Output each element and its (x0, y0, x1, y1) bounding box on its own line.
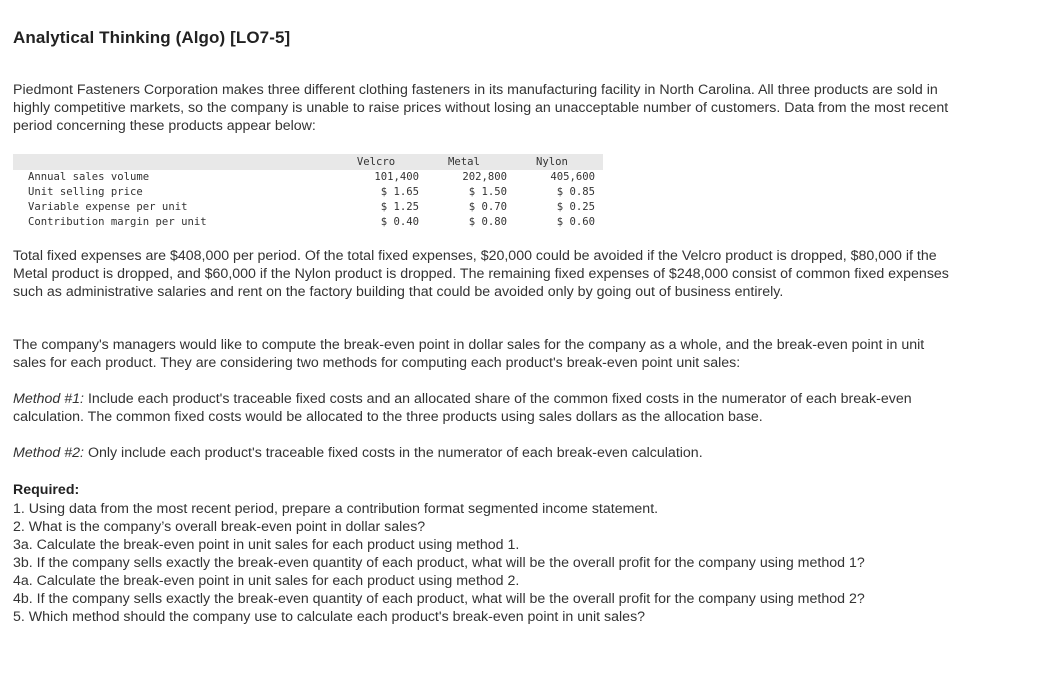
table-cell: $ 1.65 (380, 186, 419, 198)
intro-paragraph: Piedmont Fasteners Corporation makes three different clothing fasteners in its manufacturing facility in North Carolina. All three products are sold in highly competitive markets, so the company is unable to raise prices without losing an unacceptable number of customers. Data from the most recent period concerning these products appear below: (13, 82, 949, 134)
column-header-nylon: Nylon (509, 154, 603, 170)
table-cell: $ 1.25 (380, 201, 419, 213)
column-header-metal: Metal (421, 154, 509, 170)
method-1-paragraph (13, 390, 958, 426)
list-item: 3b. If the company sells exactly the break-even quantity of each product, what will be the overall profit for the company using method 1? (13, 555, 865, 571)
table-cell: $ 1.50 (468, 186, 507, 198)
sales-volume-velcro: 101,400 (374, 171, 419, 183)
required-list (13, 500, 958, 626)
table-cell: $ 0.80 (468, 216, 507, 228)
method-2-text: Only include each product's traceable fixed costs in the numerator of each break-even calculation. (84, 445, 703, 461)
managers-paragraph: The company's managers would like to compute the break-even point in dollar sales for the company as a whole, and the break-even point in unit sales for each product. They are considering two methods for computing each product's break-even point unit sales: (13, 337, 925, 371)
table-cell: $ 0.70 (468, 201, 507, 213)
table-cell: $ 0.85 (556, 186, 595, 198)
table-row (13, 170, 603, 185)
table-cell: $ 0.25 (556, 201, 595, 213)
method-1-label: Method #1: (13, 391, 84, 407)
list-item: 4b. If the company sells exactly the break-even quantity of each product, what will be the overall profit for the company using method 2? (13, 591, 865, 607)
table-row (13, 200, 603, 215)
method-2-paragraph (13, 444, 958, 462)
row-label: Variable expense per unit (28, 201, 188, 213)
table-cell: $ 0.60 (556, 216, 595, 228)
table-header-row (13, 154, 603, 170)
table-row (13, 215, 603, 230)
list-item: 4a. Calculate the break-even point in unit sales for each product using method 2. (13, 573, 520, 589)
sales-volume-nylon: 405,600 (550, 171, 595, 183)
required-heading: Required: (13, 482, 80, 498)
method-2-label: Method #2: (13, 445, 84, 461)
page-title: Analytical Thinking (Algo) [LO7-5] (13, 28, 291, 47)
method-1-text: Include each product's traceable fixed costs and an allocated share of the common fixed costs in the numerator of each break-even calculation. The common fixed costs would be allocated to the three products using sales dollars as the allocation base. (13, 391, 912, 425)
table-header-blank (13, 154, 333, 170)
row-label: Annual sales volume (28, 171, 150, 183)
row-label: Contribution margin per unit (28, 216, 207, 228)
table-cell: $ 0.40 (380, 216, 419, 228)
column-header-velcro: Velcro (333, 154, 421, 170)
fixed-expenses-paragraph: Total fixed expenses are $408,000 per period. Of the total fixed expenses, $20,000 could be avoided if the Velcro product is dropped, $80,000 if the Metal product is dropped, and $60,000 if the Nylon product is dropped. The remaining fixed expenses of $248,000 consist of common fixed expenses such as administrative salaries and rent on the factory building that could be avoided only by going out of business entirely. (13, 248, 949, 300)
product-data-table-body (13, 170, 603, 230)
list-item: 3a. Calculate the break-even point in unit sales for each product using method 1. (13, 537, 520, 553)
sales-volume-metal: 202,800 (462, 171, 507, 183)
table-row (13, 185, 603, 200)
list-item: 5. Which method should the company use to calculate each product's break-even point in unit sales? (13, 609, 646, 625)
list-item: 1. Using data from the most recent period, prepare a contribution format segmented income statement. (13, 501, 659, 517)
list-item: 2. What is the company’s overall break-even point in dollar sales? (13, 519, 426, 535)
row-label: Unit selling price (28, 186, 143, 198)
